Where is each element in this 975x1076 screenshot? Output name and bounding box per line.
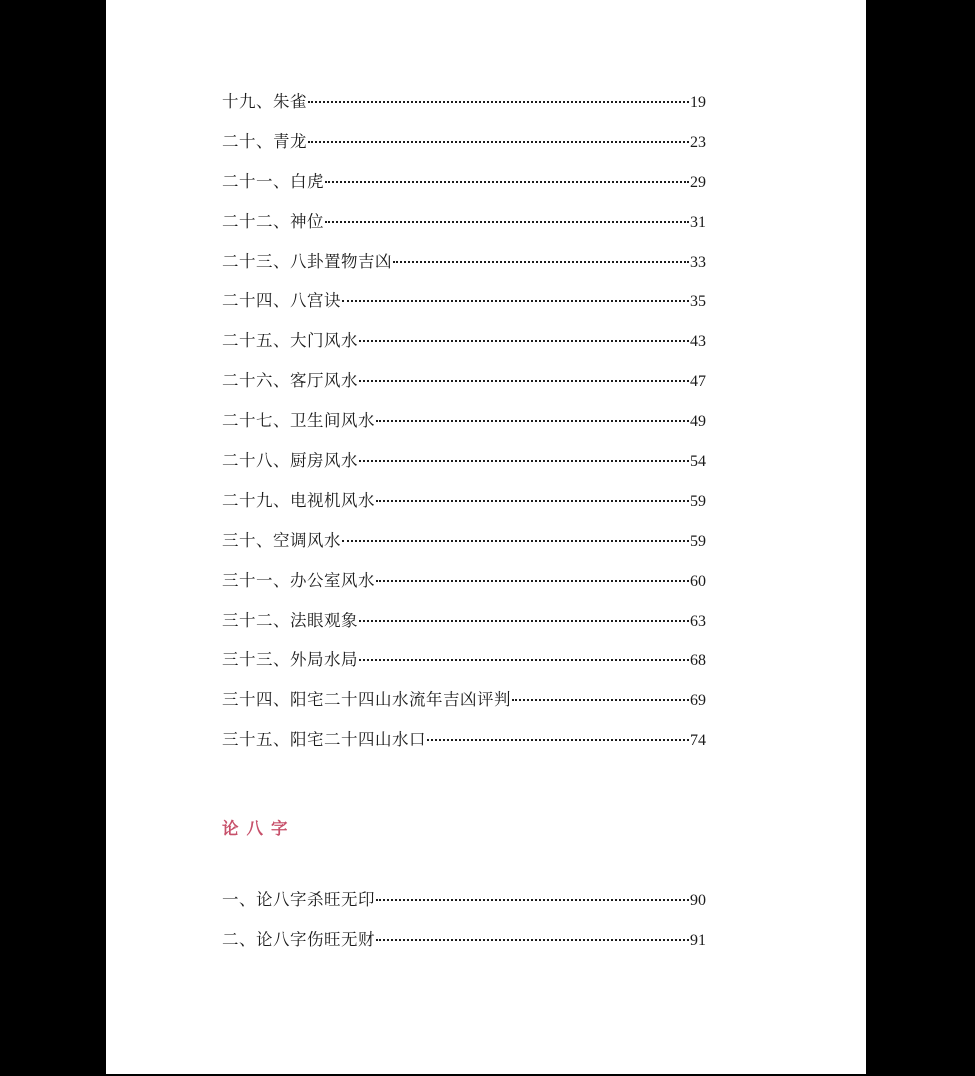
toc-entry[interactable] <box>222 287 706 327</box>
toc-entry-title: 二十六、客厅风水 <box>222 371 358 391</box>
toc-entry[interactable] <box>222 168 706 208</box>
toc-dot-leader <box>325 221 689 223</box>
table-of-contents-bazi <box>222 886 706 966</box>
toc-entry-title: 一、论八字杀旺无印 <box>222 890 375 909</box>
toc-entry-title: 十九、朱雀 <box>222 92 307 111</box>
toc-entry[interactable] <box>222 367 706 407</box>
toc-entry[interactable] <box>222 726 706 766</box>
toc-dot-leader <box>342 300 689 302</box>
toc-entry[interactable] <box>222 407 706 447</box>
toc-entry[interactable] <box>222 567 706 607</box>
toc-dot-leader <box>359 659 689 661</box>
toc-entry-page-number: 19 <box>690 94 706 111</box>
toc-entry-title: 三十四、阳宅二十四山水流年吉凶评判 <box>222 690 511 710</box>
toc-entry-page-number: 68 <box>690 652 706 670</box>
toc-entry[interactable] <box>222 527 706 567</box>
toc-entry-title: 二十二、神位 <box>222 211 324 231</box>
toc-entry-page-number: 47 <box>690 373 706 391</box>
toc-entry-page-number: 63 <box>690 612 706 630</box>
toc-dot-leader <box>359 380 689 382</box>
toc-entry-page-number: 74 <box>690 732 706 750</box>
toc-entry[interactable] <box>222 886 706 926</box>
toc-entry-title: 三十二、法眼观象 <box>222 610 358 630</box>
toc-entry-title: 三十五、阳宅二十四山水口 <box>222 730 426 750</box>
toc-entry-title: 二十四、八宫诀 <box>222 291 341 311</box>
toc-entry[interactable] <box>222 686 706 726</box>
toc-dot-leader <box>359 620 689 622</box>
toc-entry-title: 二十七、卫生间风水 <box>222 411 375 431</box>
toc-entry-page-number: 59 <box>690 492 706 510</box>
toc-entry-title: 二、论八字伤旺无财 <box>222 929 375 949</box>
table-of-contents <box>222 88 706 766</box>
toc-entry[interactable] <box>222 128 706 168</box>
toc-entry-page-number: 91 <box>690 931 706 949</box>
toc-entry-title: 三十、空调风水 <box>222 530 341 550</box>
toc-entry-title: 三十三、外局水局 <box>222 650 358 670</box>
toc-dot-leader <box>512 699 689 701</box>
toc-dot-leader <box>359 460 689 462</box>
toc-entry-page-number: 33 <box>690 253 706 271</box>
toc-dot-leader <box>427 739 689 741</box>
toc-dot-leader <box>393 261 689 263</box>
toc-dot-leader <box>325 181 689 183</box>
toc-list <box>222 886 706 966</box>
toc-entry-page-number: 23 <box>690 133 706 151</box>
toc-entry-title: 二十九、电视机风水 <box>222 490 375 510</box>
toc-entry[interactable] <box>222 646 706 686</box>
toc-dot-leader <box>376 420 689 422</box>
toc-entry-page-number: 31 <box>690 213 706 231</box>
toc-dot-leader <box>376 580 689 582</box>
document-page <box>106 0 866 1074</box>
toc-entry-title: 二十一、白虎 <box>222 171 324 191</box>
toc-entry-page-number: 43 <box>690 333 706 351</box>
toc-entry[interactable] <box>222 327 706 367</box>
toc-entry-page-number: 69 <box>690 692 706 710</box>
toc-entry-page-number: 60 <box>690 572 706 590</box>
toc-entry[interactable] <box>222 248 706 288</box>
section-heading: 论八字 <box>222 819 296 838</box>
toc-dot-leader <box>359 340 689 342</box>
toc-entry-page-number: 59 <box>690 532 706 550</box>
toc-entry[interactable] <box>222 208 706 248</box>
toc-dot-leader <box>376 899 689 901</box>
toc-entry-page-number: 54 <box>690 453 706 471</box>
toc-entry-page-number: 90 <box>690 892 706 909</box>
toc-entry[interactable] <box>222 926 706 966</box>
toc-entry-page-number: 49 <box>690 413 706 431</box>
toc-entry[interactable] <box>222 88 706 128</box>
toc-list <box>222 88 706 766</box>
toc-entry[interactable] <box>222 487 706 527</box>
toc-entry-page-number: 35 <box>690 293 706 311</box>
toc-dot-leader <box>308 101 689 103</box>
toc-dot-leader <box>376 500 689 502</box>
toc-dot-leader <box>342 540 689 542</box>
toc-entry[interactable] <box>222 447 706 487</box>
toc-entry-title: 二十五、大门风水 <box>222 331 358 351</box>
toc-dot-leader <box>308 141 689 143</box>
toc-entry-title: 三十一、办公室风水 <box>222 570 375 590</box>
toc-entry-title: 二十、青龙 <box>222 131 307 151</box>
toc-entry[interactable] <box>222 607 706 647</box>
toc-entry-title: 二十三、八卦置物吉凶 <box>222 251 392 271</box>
toc-entry-title: 二十八、厨房风水 <box>222 451 358 471</box>
toc-entry-page-number: 29 <box>690 173 706 191</box>
toc-dot-leader <box>376 939 689 941</box>
